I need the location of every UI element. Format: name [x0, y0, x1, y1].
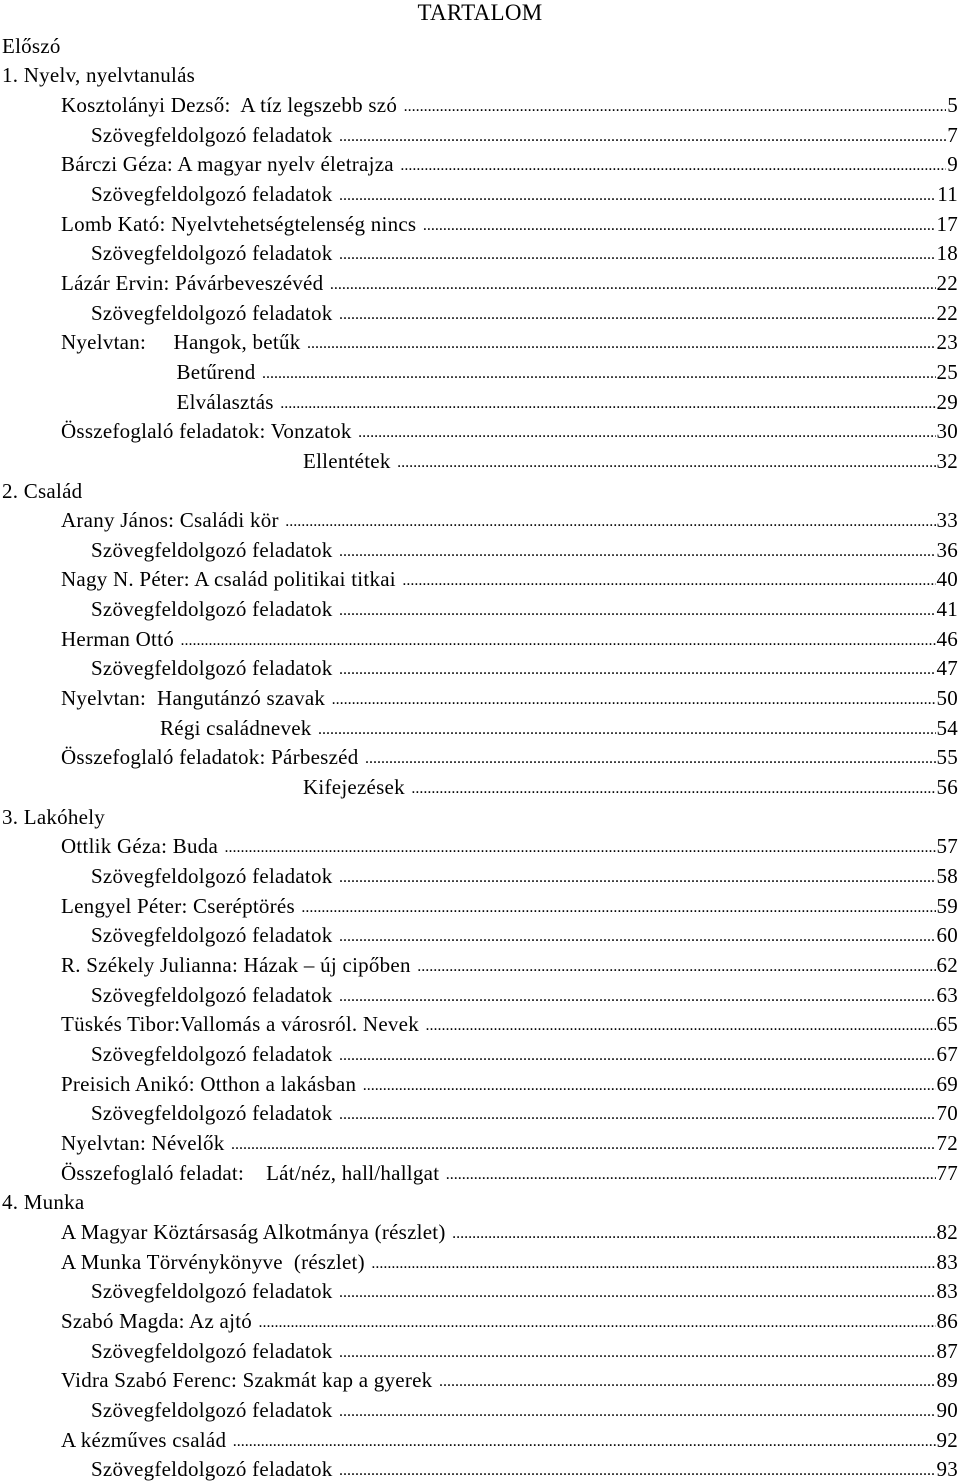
toc-entry-label: Vidra Szabó Ferenc: Szakmát kap a gyerek [61, 1368, 438, 1393]
toc-entry-label: Betűrend [61, 359, 261, 384]
toc-page-number: 29 [936, 389, 958, 414]
dot-leader [452, 1224, 935, 1244]
toc-entry [0, 858, 958, 888]
toc-entry [0, 236, 958, 266]
toc-page-number: 7 [947, 122, 958, 147]
dot-leader [231, 1135, 936, 1155]
dot-leader [339, 868, 936, 888]
toc-page-number: 70 [936, 1101, 958, 1126]
dot-leader [339, 542, 936, 562]
toc-page-number: 5 [947, 92, 958, 117]
toc-entry [0, 1244, 958, 1274]
toc-page-number: 58 [936, 864, 958, 889]
toc-entry [0, 325, 958, 355]
toc-entry [0, 1007, 958, 1037]
toc-page-number: 32 [936, 448, 958, 473]
toc-entry-label: Szövegfeldolgozó feladatok [91, 181, 338, 206]
toc-entry [0, 1303, 958, 1333]
toc-entry [0, 1214, 958, 1244]
toc-entry-label: R. Székely Julianna: Házak – új cipőben [61, 953, 417, 977]
toc-page-number: 90 [936, 1397, 958, 1422]
toc-entry-label: Szövegfeldolgozó feladatok [91, 1041, 338, 1066]
dot-leader [339, 186, 936, 206]
toc-page-number: 56 [936, 775, 958, 800]
toc-entry [0, 265, 958, 295]
dot-leader [301, 898, 935, 918]
toc-entry-label: Szövegfeldolgozó feladatok [91, 656, 338, 681]
dot-leader [318, 720, 935, 740]
toc-entry-label: Lengyel Péter: Cseréptörés [61, 893, 301, 918]
toc-entry [0, 621, 958, 651]
toc-entry [0, 206, 958, 236]
toc-page-number: 36 [936, 537, 958, 562]
toc-entry-label: Szabó Magda: Az ajtó [61, 1308, 258, 1333]
toc-entry [0, 1363, 958, 1393]
toc-entry-label: Szövegfeldolgozó feladatok [91, 241, 338, 266]
dot-leader [330, 275, 936, 295]
toc-entry-label: Bárczi Géza: A magyar nyelv életrajza [61, 152, 400, 177]
toc-entry-label: Szövegfeldolgozó feladatok [91, 1101, 338, 1126]
toc-page-number: 18 [936, 241, 958, 266]
dot-leader [446, 1165, 936, 1185]
toc-entry [0, 1096, 958, 1126]
toc-entry-label: Nyelvtan: Névelők [61, 1130, 230, 1155]
toc-entry [0, 651, 958, 681]
toc-entry-label: A Magyar Köztársaság Alkotmánya (részlet) [61, 1219, 452, 1244]
toc-entry [0, 591, 958, 621]
toc-page-number: 86 [936, 1308, 958, 1333]
dot-leader [371, 1254, 935, 1274]
toc-entry-label: Szövegfeldolgozó feladatok [91, 537, 338, 562]
dot-leader [339, 1461, 936, 1481]
toc-entry [0, 1392, 958, 1422]
toc-entry [0, 918, 958, 948]
toc-entry [0, 740, 958, 770]
toc-entry [0, 1452, 958, 1481]
toc-entry [0, 295, 958, 325]
dot-leader [400, 156, 946, 176]
toc-entry [0, 769, 958, 799]
toc-entry-label: Ottlik Géza: Buda [61, 834, 224, 859]
toc-section-heading [0, 1185, 958, 1215]
toc-entry [0, 1125, 958, 1155]
toc-entry-label: Nagy N. Péter: A család politikai titkai [61, 567, 402, 592]
dot-leader [339, 1046, 936, 1066]
toc-section-heading [0, 58, 958, 88]
toc-section-heading [0, 28, 958, 58]
dot-leader [402, 571, 935, 591]
toc-entry-label: Preisich Anikó: Otthon a lakásban [61, 1071, 362, 1096]
toc-page-number: 22 [936, 300, 958, 325]
toc-page-number: 46 [936, 626, 958, 651]
toc-entry-label: Kosztolányi Dezső: A tíz legszebb szó [61, 92, 403, 117]
dot-leader [339, 927, 936, 947]
toc-page-number: 57 [936, 834, 958, 859]
toc-entry [0, 947, 958, 977]
toc-entry-label: Szövegfeldolgozó feladatok [91, 982, 338, 1007]
toc-entry-label: Szövegfeldolgozó feladatok [91, 122, 338, 147]
toc-page-number: 17 [936, 211, 958, 236]
dot-leader [332, 690, 936, 710]
dot-leader [180, 631, 935, 651]
toc-entry [0, 176, 958, 206]
toc-page-number: 23 [936, 330, 958, 355]
toc-page-number: 54 [936, 715, 958, 740]
dot-leader [339, 127, 946, 147]
dot-leader [439, 1372, 936, 1392]
toc-page-number: 33 [936, 508, 958, 533]
toc-entry [0, 117, 958, 147]
toc-page-number: 22 [936, 270, 958, 295]
toc-page-number: 40 [936, 567, 958, 592]
dot-leader [233, 1432, 936, 1452]
toc-entry [0, 503, 958, 533]
toc-page-number: 9 [947, 152, 958, 177]
toc-entry-label: Előszó [2, 33, 61, 58]
toc-entry [0, 1036, 958, 1066]
toc-entry-label: Szövegfeldolgozó feladatok [91, 864, 338, 889]
toc-page-number: 69 [936, 1071, 958, 1096]
toc-entry-label: Arany János: Családi kör [61, 508, 285, 533]
dot-leader [280, 394, 935, 414]
toc-entry-label: Szövegfeldolgozó feladatok [91, 1279, 338, 1304]
toc-entry-label: Szövegfeldolgozó feladatok [91, 923, 338, 948]
toc-entry-label: Tüskés Tibor:Vallomás a városról. Nevek [61, 1012, 425, 1037]
toc-page-number: 25 [936, 359, 958, 384]
dot-leader [397, 453, 935, 473]
toc-page-number: 30 [936, 419, 958, 444]
dot-leader [259, 1313, 936, 1333]
dot-leader [339, 987, 936, 1007]
dot-leader [262, 364, 936, 384]
toc-page-number: 47 [936, 656, 958, 681]
toc-entry-label: 1. Nyelv, nyelvtanulás [2, 63, 196, 88]
toc-entry-label: Szövegfeldolgozó feladatok [91, 597, 338, 622]
toc-entry-label: Szövegfeldolgozó feladatok [91, 1397, 338, 1422]
toc-entry [0, 888, 958, 918]
toc-page-number: 87 [936, 1338, 958, 1363]
dot-leader [339, 601, 936, 621]
toc-page-number: 82 [936, 1219, 958, 1244]
toc-entry-label: Herman Ottó [61, 626, 180, 651]
dot-leader [225, 838, 936, 858]
toc-entry [0, 532, 958, 562]
dot-leader [339, 660, 936, 680]
toc-entry [0, 1333, 958, 1363]
dot-leader [425, 1016, 935, 1036]
toc-entry-label: Kifejezések [61, 775, 411, 800]
toc-entry-label: 3. Lakóhely [2, 804, 106, 829]
toc-entry-label: Szövegfeldolgozó feladatok [91, 1457, 338, 1481]
dot-leader [307, 334, 936, 354]
toc-section-heading [0, 799, 958, 829]
toc-entry [0, 1066, 958, 1096]
toc-entry-label: Összefoglaló feladatok: Párbeszéd [61, 745, 364, 770]
dot-leader [404, 97, 947, 117]
toc-entry-label: Lomb Kató: Nyelvtehetségtelenség nincs [61, 211, 422, 236]
dot-leader [339, 1402, 936, 1422]
dot-leader [363, 1076, 936, 1096]
toc-entry [0, 147, 958, 177]
toc-entry-label: Szövegfeldolgozó feladatok [91, 300, 338, 325]
toc-entry [0, 562, 958, 592]
toc-page-number: 60 [936, 923, 958, 948]
toc-page-number: 63 [936, 982, 958, 1007]
toc-page-number: 89 [936, 1368, 958, 1393]
toc-page-number: 67 [936, 1041, 958, 1066]
toc-entry-label: A kézműves család [61, 1427, 232, 1452]
toc-page-number: 93 [936, 1457, 958, 1481]
toc-entry [0, 87, 958, 117]
toc-page-number: 50 [936, 686, 958, 711]
toc-entry [0, 977, 958, 1007]
toc-page-number: 77 [936, 1160, 958, 1185]
dot-leader [339, 245, 936, 265]
toc-page-number: 83 [936, 1279, 958, 1304]
toc-entry [0, 354, 958, 384]
dot-leader [285, 512, 935, 532]
toc-entry [0, 680, 958, 710]
toc-entry-label: Elválasztás [61, 389, 280, 414]
toc-entry-label: 4. Munka [2, 1190, 85, 1215]
dot-leader [339, 1343, 936, 1363]
toc-entry [0, 414, 958, 444]
toc-page-number: 59 [936, 893, 958, 918]
toc-page-number: 72 [936, 1130, 958, 1155]
toc-entry-label: Nyelvtan: Hangutánzó szavak [61, 686, 331, 711]
toc-entry-label: A Munka Törvénykönyve (részlet) [61, 1249, 371, 1274]
toc-page-number: 65 [936, 1012, 958, 1037]
toc-entry-label: Régi családnevek [61, 715, 318, 740]
toc-entry-label: Összefoglaló feladatok: Vonzatok [61, 419, 358, 444]
toc-entry [0, 384, 958, 414]
toc-entry-label: Összefoglaló feladat: Lát/néz, hall/hallgat [61, 1160, 445, 1185]
toc-entry-label: 2. Család [2, 478, 83, 503]
toc-entry [0, 1155, 958, 1185]
dot-leader [417, 957, 935, 977]
dot-leader [411, 779, 935, 799]
dot-leader [339, 305, 936, 325]
toc-entry-label: Ellentétek [61, 448, 397, 473]
dot-leader [339, 1105, 936, 1125]
page-title: TARTALOM [417, 0, 543, 25]
toc-section-heading [0, 473, 958, 503]
dot-leader [358, 423, 935, 443]
toc-page-number: 41 [936, 597, 958, 622]
table-of-contents [0, 28, 958, 1481]
toc-entry-label: Lázár Ervin: Pávárbeveszévéd [61, 270, 329, 295]
toc-entry [0, 829, 958, 859]
toc-entry [0, 710, 958, 740]
dot-leader [365, 749, 936, 769]
toc-entry-label: Szövegfeldolgozó feladatok [91, 1338, 338, 1363]
toc-page-number: 83 [936, 1249, 958, 1274]
toc-entry [0, 443, 958, 473]
toc-page-number: 92 [936, 1427, 958, 1452]
toc-entry [0, 1422, 958, 1452]
dot-leader [423, 216, 936, 236]
toc-page-number: 62 [936, 953, 958, 977]
toc-page-number: 11 [937, 181, 958, 206]
toc-entry [0, 1274, 958, 1304]
toc-page-number: 55 [936, 745, 958, 770]
toc-entry-label: Nyelvtan: Hangok, betűk [61, 330, 306, 355]
dot-leader [339, 1283, 936, 1303]
